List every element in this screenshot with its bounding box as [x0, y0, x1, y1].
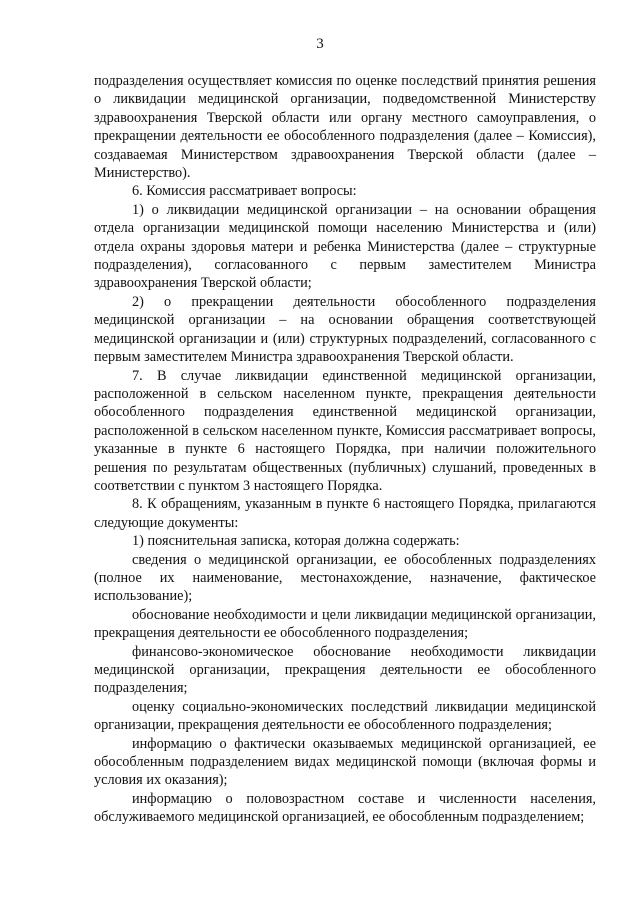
- paragraph: 6. Комиссия рассматривает вопросы:: [132, 183, 357, 200]
- document-body: [94, 72, 596, 827]
- paragraph: подразделения осуществляет комиссия по оценке последствий принятия решения о ликвидации медицинской организации, подведомственной Министерству здравоохранения Тверской области или органу местного самоуправления, о прекращении деятельности ее обособленного подразделения (далее – Комиссия), создаваемая Министерством здравоохранения Тверской области (далее – Министерство).: [94, 73, 596, 182]
- paragraph: информацию о фактически оказываемых медицинской организацией, ее обособленным подразделением видах медицинской помощи (включая формы и условия их оказания);: [94, 735, 596, 789]
- paragraph: 7. В случае ликвидации единственной медицинской организации, расположенной в сельском населенном пункте, прекращения деятельности обособленного подразделения единственной медицинской организации, расположенной в сельском населенном пункте, Комиссия рассматривает вопросы, указанные в пункте 6 настоящего Порядка, при наличии положительного решения по результатам общественных (публичных) слушаний, проведенных в соответствии с пунктом 3 настоящего Порядка.: [94, 367, 596, 494]
- paragraph: 8. К обращениям, указанным в пункте 6 настоящего Порядка, прилагаются следующие документы:: [94, 496, 596, 531]
- paragraph: 2) о прекращении деятельности обособленного подразделения медицинской организации – на основании обращения соответствующей медицинской организации и (или) структурных подразделений, согласованного с первым заместителем Министра здравоохранения Тверской области.: [94, 293, 596, 366]
- paragraph: 1) о ликвидации медицинской организации – на основании обращения отдела организации медицинской помощи населению Министерства и (или) отдела охраны здоровья матери и ребенка Министерства (далее – структурные подразделения), согласованного с первым заместителем Министра здравоохранения Тверской области;: [94, 201, 596, 292]
- paragraph: сведения о медицинской организации, ее обособленных подразделениях (полное их наименование, местонахождение, назначение, фактическое использование);: [94, 551, 596, 605]
- paragraph: информацию о половозрастном составе и численности населения, обслуживаемого медицинской организацией, ее обособленным подразделением;: [94, 790, 596, 826]
- page-number: 3: [316, 36, 324, 52]
- paragraph: оценку социально-экономических последствий ликвидации медицинской организации, прекращения деятельности ее обособленного подразделения;: [94, 698, 596, 734]
- paragraph: финансово-экономическое обоснование необходимости ликвидации медицинской организации, прекращения деятельности ее обособленного подразделения;: [94, 643, 596, 697]
- paragraph: обоснование необходимости и цели ликвидации медицинской организации, прекращения деятельности ее обособленного подразделения;: [94, 606, 596, 642]
- paragraph: 1) пояснительная записка, которая должна содержать:: [132, 533, 460, 550]
